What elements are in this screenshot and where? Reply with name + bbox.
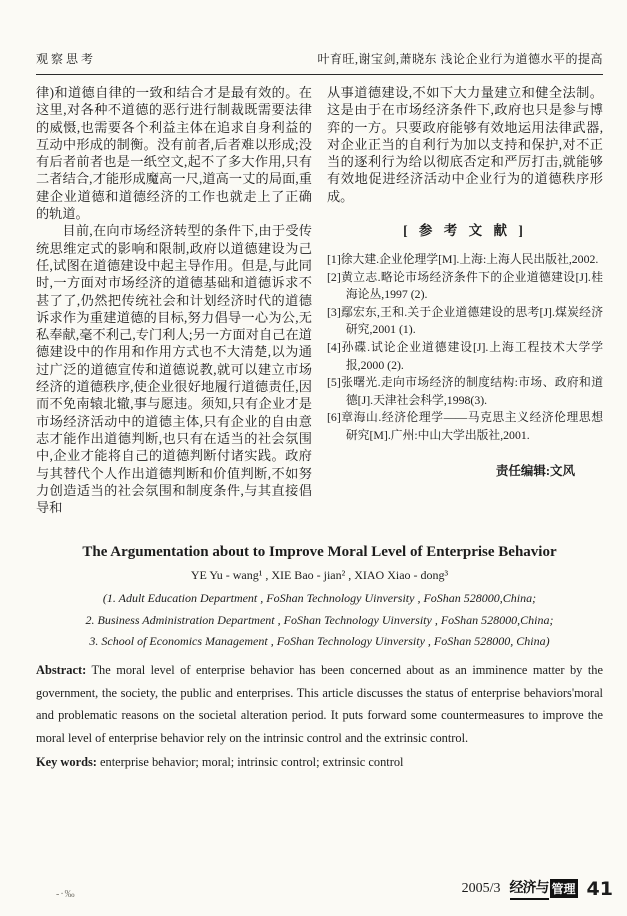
affiliation-line: 2. Business Administration Department , FoShan Technology Uinversity , FoShan 528000,China; [85, 612, 554, 627]
reference-item: [1]徐大建.企业伦理学[M].上海:上海人民出版社,2002. [327, 252, 599, 267]
journal-logo-text-right: 管理 [550, 879, 578, 898]
abstract-paragraph [36, 659, 603, 749]
issue-label: 2005/3 [461, 880, 501, 896]
keywords-line [36, 751, 603, 774]
page-footer [0, 877, 627, 900]
two-column-body [36, 84, 603, 516]
left-column [36, 84, 312, 516]
running-header [36, 50, 603, 75]
column-section-label: 观察思考 [36, 52, 97, 66]
page-number: 41 [586, 877, 613, 900]
affiliation-line: 3. School of Economics Management , FoShan Technology Uinversity , FoShan 528000, China) [89, 634, 550, 649]
english-section [36, 544, 603, 773]
abstract-text: The moral level of enterprise behavior has been concerned about as an imminence matter by the government, the society, the public and enterprises. This article discusses the status of enterprise behaviors'moral and problematic reasons on the societal alteration period. It puts forward some countermeasures to improve the moral level of enterprise behavior rely on the intrinsic control and the extrinsic control. [36, 662, 603, 745]
editor-note: 责任编辑:文风 [495, 463, 575, 478]
body-paragraph: 目前,在向市场经济转型的条件下,由于受传统思维定式的影响和限制,政府以道德建设为己任,试图在道德建设中起主导作用。但是,与此同时,一方面对市场经济的道德基础和道德诉求不甚了了,仍然把传统社会和计划经济时代的道德诉求作为重建道德的目标,努力倡导一心为公,无私奉献,毫不利己,专门利人;另一方面对自己在道德建设中的作用和作用方式也不大清楚,以为通过广泛的道德宣传和道德说教,就可以建立市场经济的道德秩序,使企业很好地履行道德责任,因而不免南辕北辙,事与愿违。须知,只有企业才是市场经济活动中的道德主体,只有企业的自由意志才能作出道德判断,也只有在适当的社会氛围中,企业才能将自己的道德判断付诸实践。政府与其替代个人作出道德判断和价值判断,不如努力创造适当的社会氛围和制度条件,与其直接倡导和 [36, 223, 312, 516]
abstract-label: Abstract: [36, 662, 87, 677]
keywords-text: enterprise behavior; moral; intrinsic control; extrinsic control [96, 755, 404, 770]
english-authors-line: YE Yu - wang¹ , XIE Bao - jian² , XIAO Xiao - dong³ [190, 568, 449, 583]
reference-item: [5]张曙光.走向市场经济的制度结构:市场、政府和道德[J].天津社会科学,1998(3). [327, 375, 603, 407]
reference-item: [4]孙碟.试论企业道德建设[J].上海工程技术大学学报,2000 (2). [327, 340, 603, 372]
references-list [327, 251, 603, 445]
journal-logo-text-left: 经济与 [510, 877, 549, 900]
reference-item: [2]黄立志.略论市场经济条件下的企业道德建设[J].桂海论丛,1997 (2). [327, 269, 603, 302]
reference-item: [3]鄢宏东,王和.关于企业道德建设的思考[J].煤炭经济研究,2001 (1). [327, 304, 603, 337]
journal-logo [510, 877, 578, 900]
scan-artifact-mark: -·‰ [56, 889, 76, 900]
keywords-label: Key words: [36, 755, 97, 770]
references-heading: [ 参 考 文 献 ] [403, 223, 527, 239]
running-title: 叶育旺,谢宝剑,萧晓东 浅论企业行为道德水平的提高 [317, 52, 603, 66]
affiliation-line: (1. Adult Education Department , FoShan Technology Uinversity , FoShan 528000,China; [102, 591, 537, 606]
reference-item: [6]章海山.经济伦理学——马克思主义经济伦理思想研究[M].广州:中山大学出版社,2001. [327, 410, 603, 443]
english-title: The Argumentation about to Improve Moral Level of Enterprise Behavior [82, 544, 557, 561]
body-paragraph: 从事道德建设,不如下大力量建立和健全法制。这是由于在市场经济条件下,政府也只是参与博弈的一方。只要政府能够有效地运用法律武器,对企业正当的自利行为加以支持和保护,对不正当的逐利行为给以彻底否定和严厉打击,就能够有效地促进经济活动中企业行为的道德秩序形成。 [327, 85, 603, 204]
right-column [327, 84, 603, 516]
body-paragraph: 律)和道德自律的一致和结合才是最有效的。在这里,对各种不道德的恶行进行制裁既需要法律的威慑,也需要各个利益主体在追求自身利益的互动中形成的制衡。没有前者,后者难以形成;没有后者前者也是一纸空文,起不了多大作用,只有二者结合,才能形成魔高一尺,道高一丈的局面,重建企业道德和道德经济的工作也就走上了正确的轨道。 [36, 85, 312, 222]
footer-journal-info [462, 877, 613, 900]
